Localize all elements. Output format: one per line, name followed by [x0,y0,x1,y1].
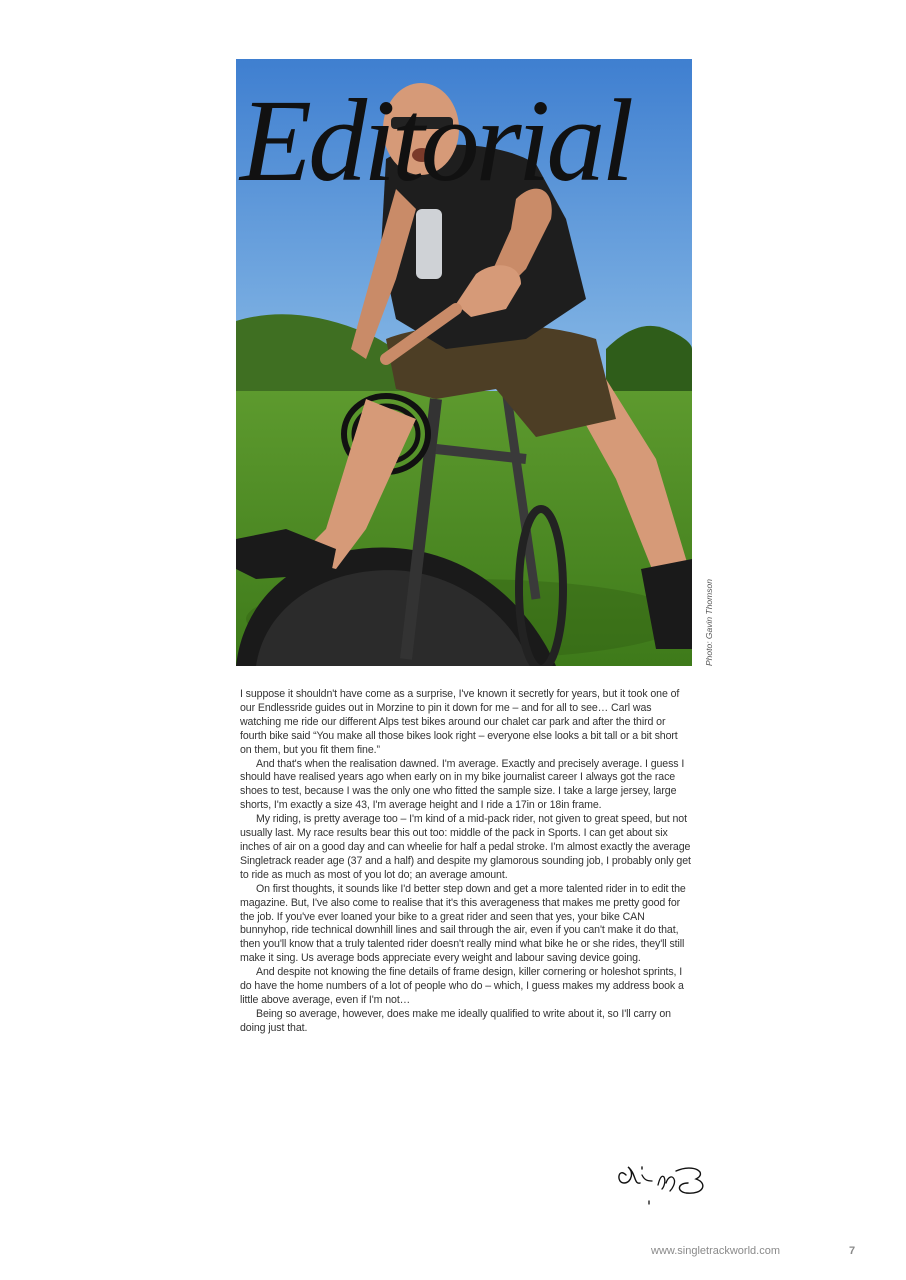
article-paragraph: On first thoughts, it sounds like I'd better step down and get a more talented rider in to edit the magazine. But, I've also come to realise that it's this averageness that makes me pretty good for the job. If you've ever loaned your bike to a great rider and seen that yes, your bike CAN bunnyhop, ride technical downhill lines and sail through the air, even if you can't make it do that, then you'll know that a truly talented rider doesn't really mind what bike he or she rides, they'll still make it sing. Us average bods appreciate every weight and labour saving device going. [240,882,686,965]
article-paragraph: And despite not knowing the fine details of frame design, killer cornering or holeshot sprints, I do have the home numbers of a lot of people who do – which, I guess makes my address book a little above average, even if I'm not… [240,966,684,1006]
editorial-title-text: Editorial [240,75,631,206]
article-body [240,688,692,1036]
rider-photo-illustration [236,59,692,666]
article-paragraph: My riding, is pretty average too – I'm kind of a mid-pack rider, not given to great speed, but not usually last. My race results bear this out too: middle of the pack in Sports. I can get about six inches of air on a good day and can wheelie for half a pedal stroke. I'm almost exactly the average Singletrack reader age (37 and a half) and despite my glamorous sounding job, I probably only get to ride as much as most of you lot do; an average amount. [240,813,691,881]
article-paragraph: Being so average, however, does make me ideally qualified to write about it, so I'll carry on doing just that. [240,1007,671,1034]
article-paragraph: I suppose it shouldn't have come as a surprise, I've known it secretly for years, but it took one of our Endlessride guides out in Morzine to pin it down for me – and for all to see… Carl was watching me ride our different Alps test bikes around our chalet car park and after the third or fourth bike said “You make all those bikes look right – everyone else looks a bit tall or a bit short on them, but you fit them fine.” [240,688,680,756]
editorial-photo [236,59,692,666]
page-number: 7 [849,1245,856,1257]
article-paragraph: And that's when the realisation dawned. I'm average. Exactly and precisely average. I guess I should have realised years ago when early on in my bike journalist career I always got the race shoes to test, because I was the only one who fitted the sample size. I take a large jersey, large shorts, I'm exactly a size 43, I'm average height and I ride a 17in or 18in frame. [240,757,685,812]
photo-credit: Photo: Gavin Thomson [704,579,714,666]
footer-website-url[interactable]: www.singletrackworld.com [651,1245,780,1257]
signature [612,1153,712,1213]
